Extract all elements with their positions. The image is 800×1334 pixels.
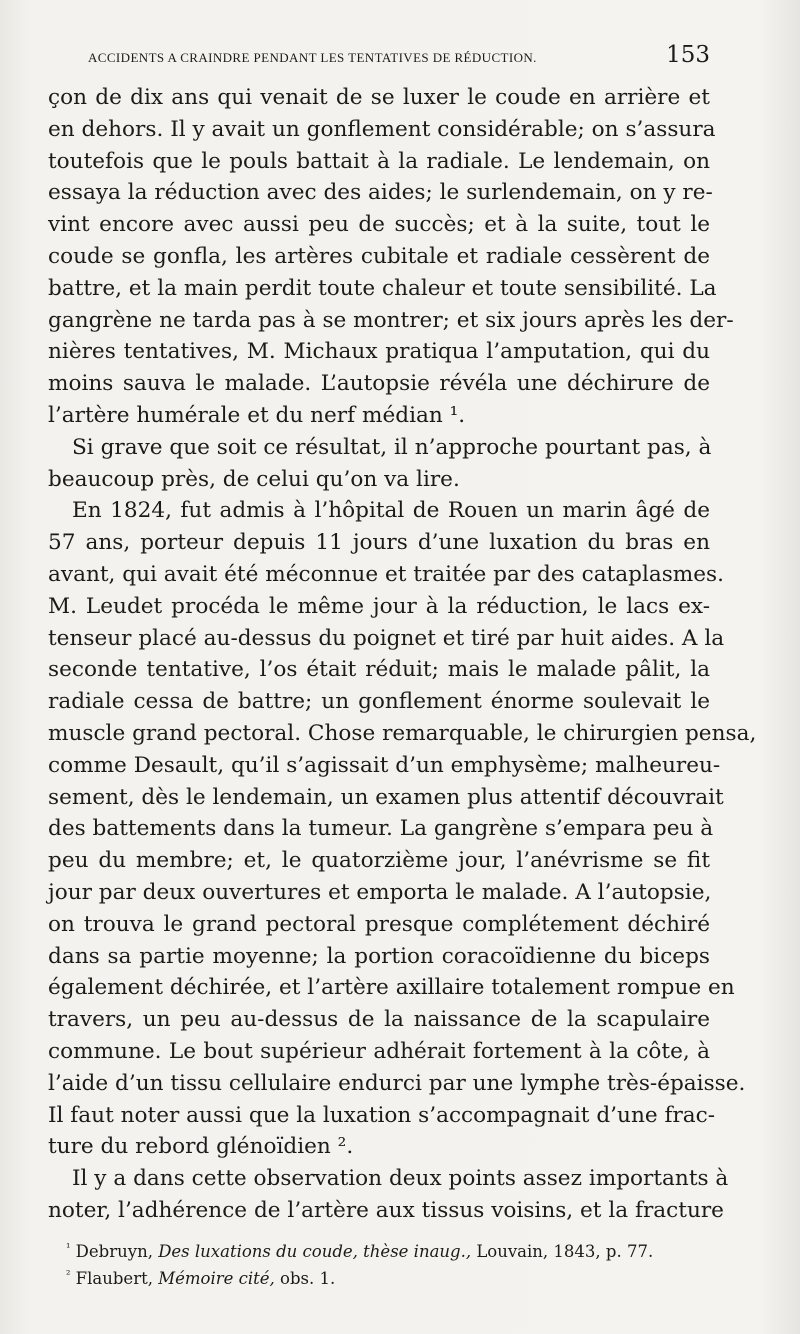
text-line: on trouva le grand pectoral presque complétement déchiré: [48, 911, 710, 937]
text-line: nières tentatives, M. Michaux pratiqua l’amputation, qui du: [48, 339, 710, 365]
text-line: tenseur placé au-dessus du poignet et tiré par huit aides. A la: [48, 625, 725, 651]
text-line: vint encore avec aussi peu de succès; et à la suite, tout le: [48, 212, 710, 238]
text-line: comme Desault, qu’il s’agissait d’un emphysème; malheureu-: [48, 752, 721, 778]
text-line: l’artère humérale et du nerf médian ¹.: [48, 402, 466, 428]
text-line: avant, qui avait été méconnue et traitée par des cataplasmes.: [48, 561, 725, 587]
text-line: des battements dans la tumeur. La gangrène s’empara peu à: [48, 816, 714, 842]
text-line: beaucoup près, de celui qu’on va lire.: [48, 466, 460, 492]
page-number: 153: [666, 42, 710, 68]
text-line: Si grave que soit ce résultat, il n’approche pourtant pas, à: [72, 434, 712, 460]
text-line: Il faut noter aussi que la luxation s’accompagnait d’une frac-: [48, 1102, 716, 1128]
text-line: également déchirée, et l’artère axillaire totalement rompue en: [48, 975, 735, 1001]
text-line: jour par deux ouvertures et emporta le malade. A l’autopsie,: [48, 879, 712, 905]
text-line: sement, dès le lendemain, un examen plus attentif découvrait: [48, 784, 724, 810]
footnote-author: Flaubert,: [75, 1269, 153, 1288]
text-line: çon de dix ans qui venait de se luxer le coude en arrière et: [48, 85, 710, 110]
footnote-title: Mémoire cité,: [158, 1269, 275, 1288]
text-line: 57 ans, porteur depuis 11 jours d’une luxation du bras en: [48, 530, 710, 556]
text-line: ture du rebord glénoïdien ².: [48, 1134, 354, 1160]
text-line: radiale cessa de battre; un gonflement énorme soulevait le: [48, 689, 710, 715]
text-line: travers, un peu au-dessus de la naissance de la scapulaire: [48, 1007, 710, 1033]
footnote-mark: ²: [66, 1268, 71, 1281]
text-line: moins sauva le malade. L’autopsie révéla une déchirure de: [48, 371, 710, 397]
text-line: l’aide d’un tissu cellulaire endurci par une lymphe très-épaisse.: [48, 1070, 746, 1096]
text-line: dans sa partie moyenne; la portion coracoïdienne du biceps: [48, 943, 710, 969]
text-line: en dehors. Il y avait un gonflement considérable; on s’assura: [48, 116, 716, 142]
footnote-1: [66, 1234, 716, 1261]
text-line: toutefois que le pouls battait à la radiale. Le lendemain, on: [48, 148, 710, 174]
footnote-2: [66, 1261, 716, 1288]
text-line: gangrène ne tarda pas à se montrer; et six jours après les der-: [48, 307, 734, 333]
footnote-title: Des luxations du coude, thèse inaug.,: [158, 1242, 472, 1261]
footnote-reference: obs. 1.: [280, 1269, 336, 1288]
text-line: peu du membre; et, le quatorzième jour, l’anévrisme se fit: [48, 848, 710, 874]
running-title: ACCIDENTS A CRAINDRE PENDANT LES TENTATIVES DE RÉDUCTION.: [88, 50, 537, 65]
footnote-mark: ¹: [66, 1241, 71, 1254]
page-header: [88, 40, 710, 70]
footnotes: [66, 1234, 716, 1288]
text-line: En 1824, fut admis à l’hôpital de Rouen un marin âgé de: [72, 498, 710, 524]
text-line: noter, l’adhérence de l’artère aux tissus voisins, et la fracture: [48, 1197, 724, 1223]
text-line: battre, et la main perdit toute chaleur et toute sensibilité. La: [48, 275, 717, 301]
text-line: essaya la réduction avec des aides; le surlendemain, on y re-: [48, 180, 713, 206]
text-line: commune. Le bout supérieur adhérait fortement à la côte, à: [48, 1038, 710, 1064]
text-line: Il y a dans cette observation deux points assez importants à: [72, 1166, 729, 1192]
text-line: M. Leudet procéda le même jour à la réduction, le lacs ex-: [48, 593, 710, 619]
text-line: muscle grand pectoral. Chose remarquable, le chirurgien pensa,: [48, 720, 757, 746]
text-line: coude se gonfla, les artères cubitale et radiale cessèrent de: [48, 243, 710, 269]
body-text: [48, 82, 757, 1227]
footnote-author: Debruyn,: [75, 1242, 153, 1261]
footnote-reference: Louvain, 1843, p. 77.: [476, 1242, 654, 1261]
text-line: seconde tentative, l’os était réduit; mais le malade pâlit, la: [48, 657, 710, 683]
